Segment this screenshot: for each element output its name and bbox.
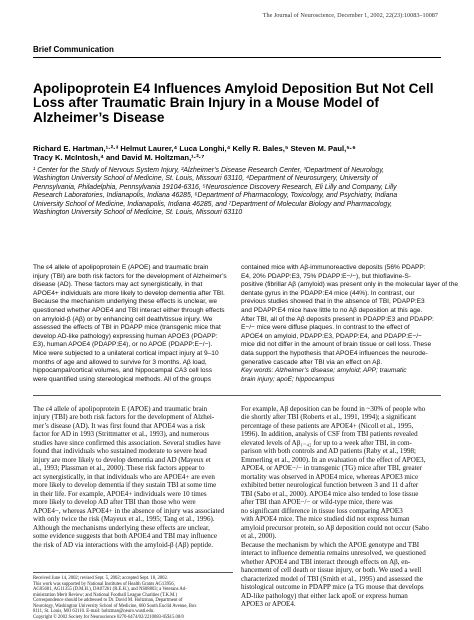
section-label: Brief Communication	[33, 45, 114, 54]
body-line: found that individuals who sustained moderate to severe head	[33, 447, 207, 456]
body-line: elevated levels of Aβ₁₋₄₂ for up to a week after TBI, in com-	[241, 438, 412, 447]
keywords-line: Key words: Alzheimer’s disease; amyloid; APP; traumatic	[241, 367, 407, 375]
body-left-column	[33, 405, 236, 549]
body-line: studies have since confirmed this association. Several studies have	[33, 438, 221, 447]
body-line: more likely to develop dementia if they sustain TBI at some time	[33, 481, 217, 490]
footnote-line: Correspondence should be addressed to Dr. David M. Holtzman, Department of	[33, 598, 183, 604]
body-line: mer’s disease (AD). It was first found that APOE4 was a risk	[33, 421, 206, 430]
body-line: no significant difference in tissue loss comparing APOE3	[241, 506, 403, 515]
abstract-line: E3), human APOE4 (PDAPP:E4), or no APOE (PDAPP:E−/−).	[33, 341, 213, 349]
header-rule	[33, 57, 441, 58]
abstract-line: E−/− mice were diffuse plaques. In contrast to the effect of	[241, 324, 410, 332]
abstract-line: assessed the effects of TBI in PDAPP mice (transgenic mice that	[33, 324, 221, 332]
body-line: Emmerling et al., 2000). In an evaluation of the effect of APOE3,	[241, 455, 426, 464]
body-line: injury are more likely to develop dementia and AD (Mayeux et	[33, 455, 211, 464]
body-line: For example, Aβ deposition can be found in ~30% of people who	[241, 405, 426, 413]
footnote-line: 8111, St. Louis, MO 63110. E-mail: holtzman@neuro.wustl.edu.	[33, 609, 155, 615]
footnote	[33, 576, 238, 620]
body-line: APOE4, or APOE−/− in transgenic (TG) mice after TBI, greater	[241, 464, 423, 473]
abstract-line: After TBI, all of the Aβ deposits present in PDAPP:E3 and PDAPP:	[241, 315, 434, 323]
article-title	[33, 82, 443, 125]
body-line: in their life. For example, APOE4+ individuals were 10 times	[33, 489, 207, 498]
body-line: after TBI than APOE−/− or wild-type mice, there was	[241, 498, 393, 507]
author-line: Tracy K. McIntosh,⁴ and David M. Holtzman,¹·²·⁷	[33, 153, 205, 163]
body-line: et al., 2000).	[241, 532, 277, 541]
abstract-line: contained mice with Aβ-immunoreactive deposits (56% PDAPP:	[241, 264, 426, 271]
abstract-line: Because the mechanism underlying these effects is unclear, we	[33, 298, 218, 306]
body-line: act synergistically, in that individuals who are APOE4+ are even	[33, 472, 215, 481]
abstract-line: months of age and allowed to survive for 3 months. Aβ load,	[33, 358, 207, 366]
abstract-line: disease (AD). These factors may act synergistically, in that	[33, 281, 203, 289]
abstract-line: and PDAPP:E4 mice have little to no Aβ deposition at this age.	[241, 306, 423, 314]
body-line: interact to influence dementia remains unresolved, we questioned	[241, 549, 426, 558]
body-line: with APOE4 mice. The mice studied did not express human	[241, 515, 410, 524]
body-line: amyloid precursor protein, so Aβ deposition could not occur (Sabo	[241, 523, 429, 532]
body-line: Although the mechanisms underlying these effects are unclear,	[33, 523, 210, 532]
footnote-line: Received June 14, 2002; revised Sept. 5, 2002; accepted Sept. 18, 2002.	[33, 576, 168, 581]
body-line: die shortly after TBI (Roberts et al., 1991, 1994); a significant	[241, 413, 417, 422]
title-line: Apolipoprotein E4 Influences Amyloid Deposition But Not Cell	[33, 81, 434, 96]
author-line: Richard E. Hartman,¹·²·³ Helmut Laurer,⁴ Luca Longhi,⁴ Kelly R. Bales,⁵ Steven M. Paul,⁵·⁶	[33, 144, 356, 153]
body-line: al., 1993; Plassman et al., 2000). These risk factors appear to	[33, 464, 205, 473]
abstract-line: previous studies showed that in the absence of TBI, PDAPP:E3	[241, 298, 425, 306]
body-line: APOE3 or APOE4.	[241, 600, 296, 609]
abstract-line: on amyloid-β (Aβ) or by enhancing cell death/tissue injury. We	[33, 315, 213, 323]
body-line: some evidence suggests that both APOE4 and TBI may influence	[33, 532, 218, 541]
abstract-line: were quantified using stereological methods. All of the groups	[33, 375, 211, 383]
abstract-line: injury (TBI) are both risk factors for the development of Alzheimer’s	[33, 272, 227, 280]
title-line: Loss after Traumatic Brain Injury in a Mouse Model of	[33, 95, 379, 111]
footnote-line: Copyright © 2002 Society for Neuroscience 0270-6474/02/2210083-05$15.00/0	[33, 614, 184, 620]
abstract-right-column	[241, 264, 458, 384]
journal-citation: The Journal of Neuroscience, December 1, 2002, 22(23):10083–10087	[262, 12, 438, 19]
body-line: TBI (Sabo et al., 2000). APOE4 mice also tended to lose tissue	[241, 489, 419, 498]
abstract-line: questioned whether APOE4 and TBI interact either through effects	[33, 306, 225, 314]
body-line: injury (TBI) are both risk factors for the development of Alzhei-	[33, 413, 215, 422]
abstract-line: Mice were subjected to a unilateral cortical impact injury at 9–10	[33, 349, 219, 357]
title-line: Alzheimer’s Disease	[33, 109, 165, 125]
footnote-rule	[33, 572, 233, 573]
affiliation-line: University School of Medicine, Indianapolis, Indiana 46285, and ⁷Department of Molecular Biology and Pharmacology,	[33, 200, 393, 208]
abstract-line: dentate gyrus in the PDAPP:E4 mice (44%). In contrast, our	[241, 289, 415, 297]
body-line: hancement of cell death or tissue injury, or both. We used a well	[241, 566, 422, 575]
body-line: The ε4 allele of apolipoprotein E (APOE) and traumatic brain	[33, 405, 208, 413]
affiliation-line: Pennsylvania, Philadelphia, Pennsylvania 19104-6316, ⁵Neuroscience Discovery Research, Eli Lilly and Company, Lilly	[33, 183, 397, 191]
abstract-line: APOE4 on amyloid, PDAPP:E3, PDAPP:E4, and PDAPP:E−/−	[241, 332, 422, 340]
body-line: factor for AD in 1993 (Strittmatter et al., 1993), and numerous	[33, 430, 209, 439]
affiliation-line: Washington University School of Medicine, St. Louis, Missouri 63110	[33, 209, 243, 217]
affiliation-line: Research Laboratories, Indianapolis, Indiana 46285, ⁶Department of Pharmacology, Toxicology, and Psychiatry, Indiana	[33, 192, 398, 200]
body-line: APOE4−, whereas APOE4+ in the absence of injury was associated	[33, 506, 225, 515]
abstract-line: positive (fibrillar Aβ (amyloid) was present only in the molecular layer of the	[241, 281, 458, 289]
affiliation-line: ¹ Center for the Study of Nervous System Injury, ²Alzheimer’s Disease Research Center, ³Department of Neurology,	[33, 167, 385, 174]
body-line: Because the mechanism by which the APOE genotype and TBI	[241, 540, 420, 549]
abstract-line: The ε4 allele of apolipoprotein E (APOE) and traumatic brain	[33, 264, 209, 271]
abstract-line: mice did not differ in the amount of brain tissue or cell loss. These	[241, 341, 432, 349]
body-line: 1996). In addition, analysis of CSF from TBI patients revealed	[241, 430, 418, 439]
abstract-left-column	[33, 264, 235, 384]
abstract-line: E4, 20% PDAPP:E3, 75% PDAPP:E−/−), but thioflavine-S-	[241, 272, 411, 280]
abstract-line: hippocampal/cortical volumes, and hippocampal CA3 cell loss	[33, 367, 213, 375]
body-line: the risk of AD via interactions with the amyloid-β (Aβ) peptide.	[33, 540, 213, 549]
body-line: characterized model of TBI (Smith et al., 1995) and assessed the	[241, 574, 423, 583]
abstract-divider	[33, 395, 441, 396]
abstract-line: develop AD-like pathology) expressing human APOE3 (PDAPP:	[33, 332, 218, 340]
body-right-column	[241, 405, 444, 609]
body-line: whether APOE4 and TBI interact through effects on Aβ, en-	[241, 557, 411, 566]
abstract-line: data support the hypothesis that APOE4 influences the neurode-	[241, 349, 428, 357]
affiliation-line: Washington University School of Medicine, St. Louis, Missouri 63110, ⁴Department of Neurosurgery, University of	[33, 175, 378, 183]
abstract-line: APOE4+ individuals are more likely to develop dementia after TBI.	[33, 289, 225, 297]
body-line: mortality was observed in APOE4 mice, whereas APOE3 mice	[241, 472, 419, 481]
body-line: parison with both controls and AD patients (Raby et al., 1998;	[241, 447, 416, 456]
body-line: with only twice the risk (Mayeux et al., 1995; Tang et al., 1996).	[33, 515, 215, 524]
footnote-line: This work was supported by National Institutes of Health Grants AG13956,	[33, 581, 175, 587]
body-line: exhibited better neurological function between 3 and 11 d after	[241, 481, 419, 490]
footnote-line: Neurology, Washington University School of Medicine, 660 South Euclid Avenue, Box	[33, 603, 197, 609]
footnote-line: ministration Merit Review; and National Football League Charities (T.K.M.)	[33, 592, 178, 598]
keywords-line: brain injury; apoE; hippocampus	[241, 375, 335, 383]
author-list	[33, 144, 443, 162]
body-line: histological outcome in PDAPP mice (a TG mouse that develops	[241, 583, 424, 592]
body-line: more likely to develop AD after TBI than those who were	[33, 498, 196, 507]
body-line: percentage of these patients are APOE4+ (Nicoll et al., 1995,	[241, 421, 414, 430]
affiliations	[33, 167, 443, 218]
footnote-line: AG05681, AG11355 (D.M.H.), DA07261 (R.E.H.), and NS08803; a Veterans Ad-	[33, 587, 187, 593]
abstract-line: generative cascade after TBI via an effect on Aβ.	[241, 358, 383, 366]
body-line: AD-like pathology) that either lack apoE or express human	[241, 591, 408, 600]
